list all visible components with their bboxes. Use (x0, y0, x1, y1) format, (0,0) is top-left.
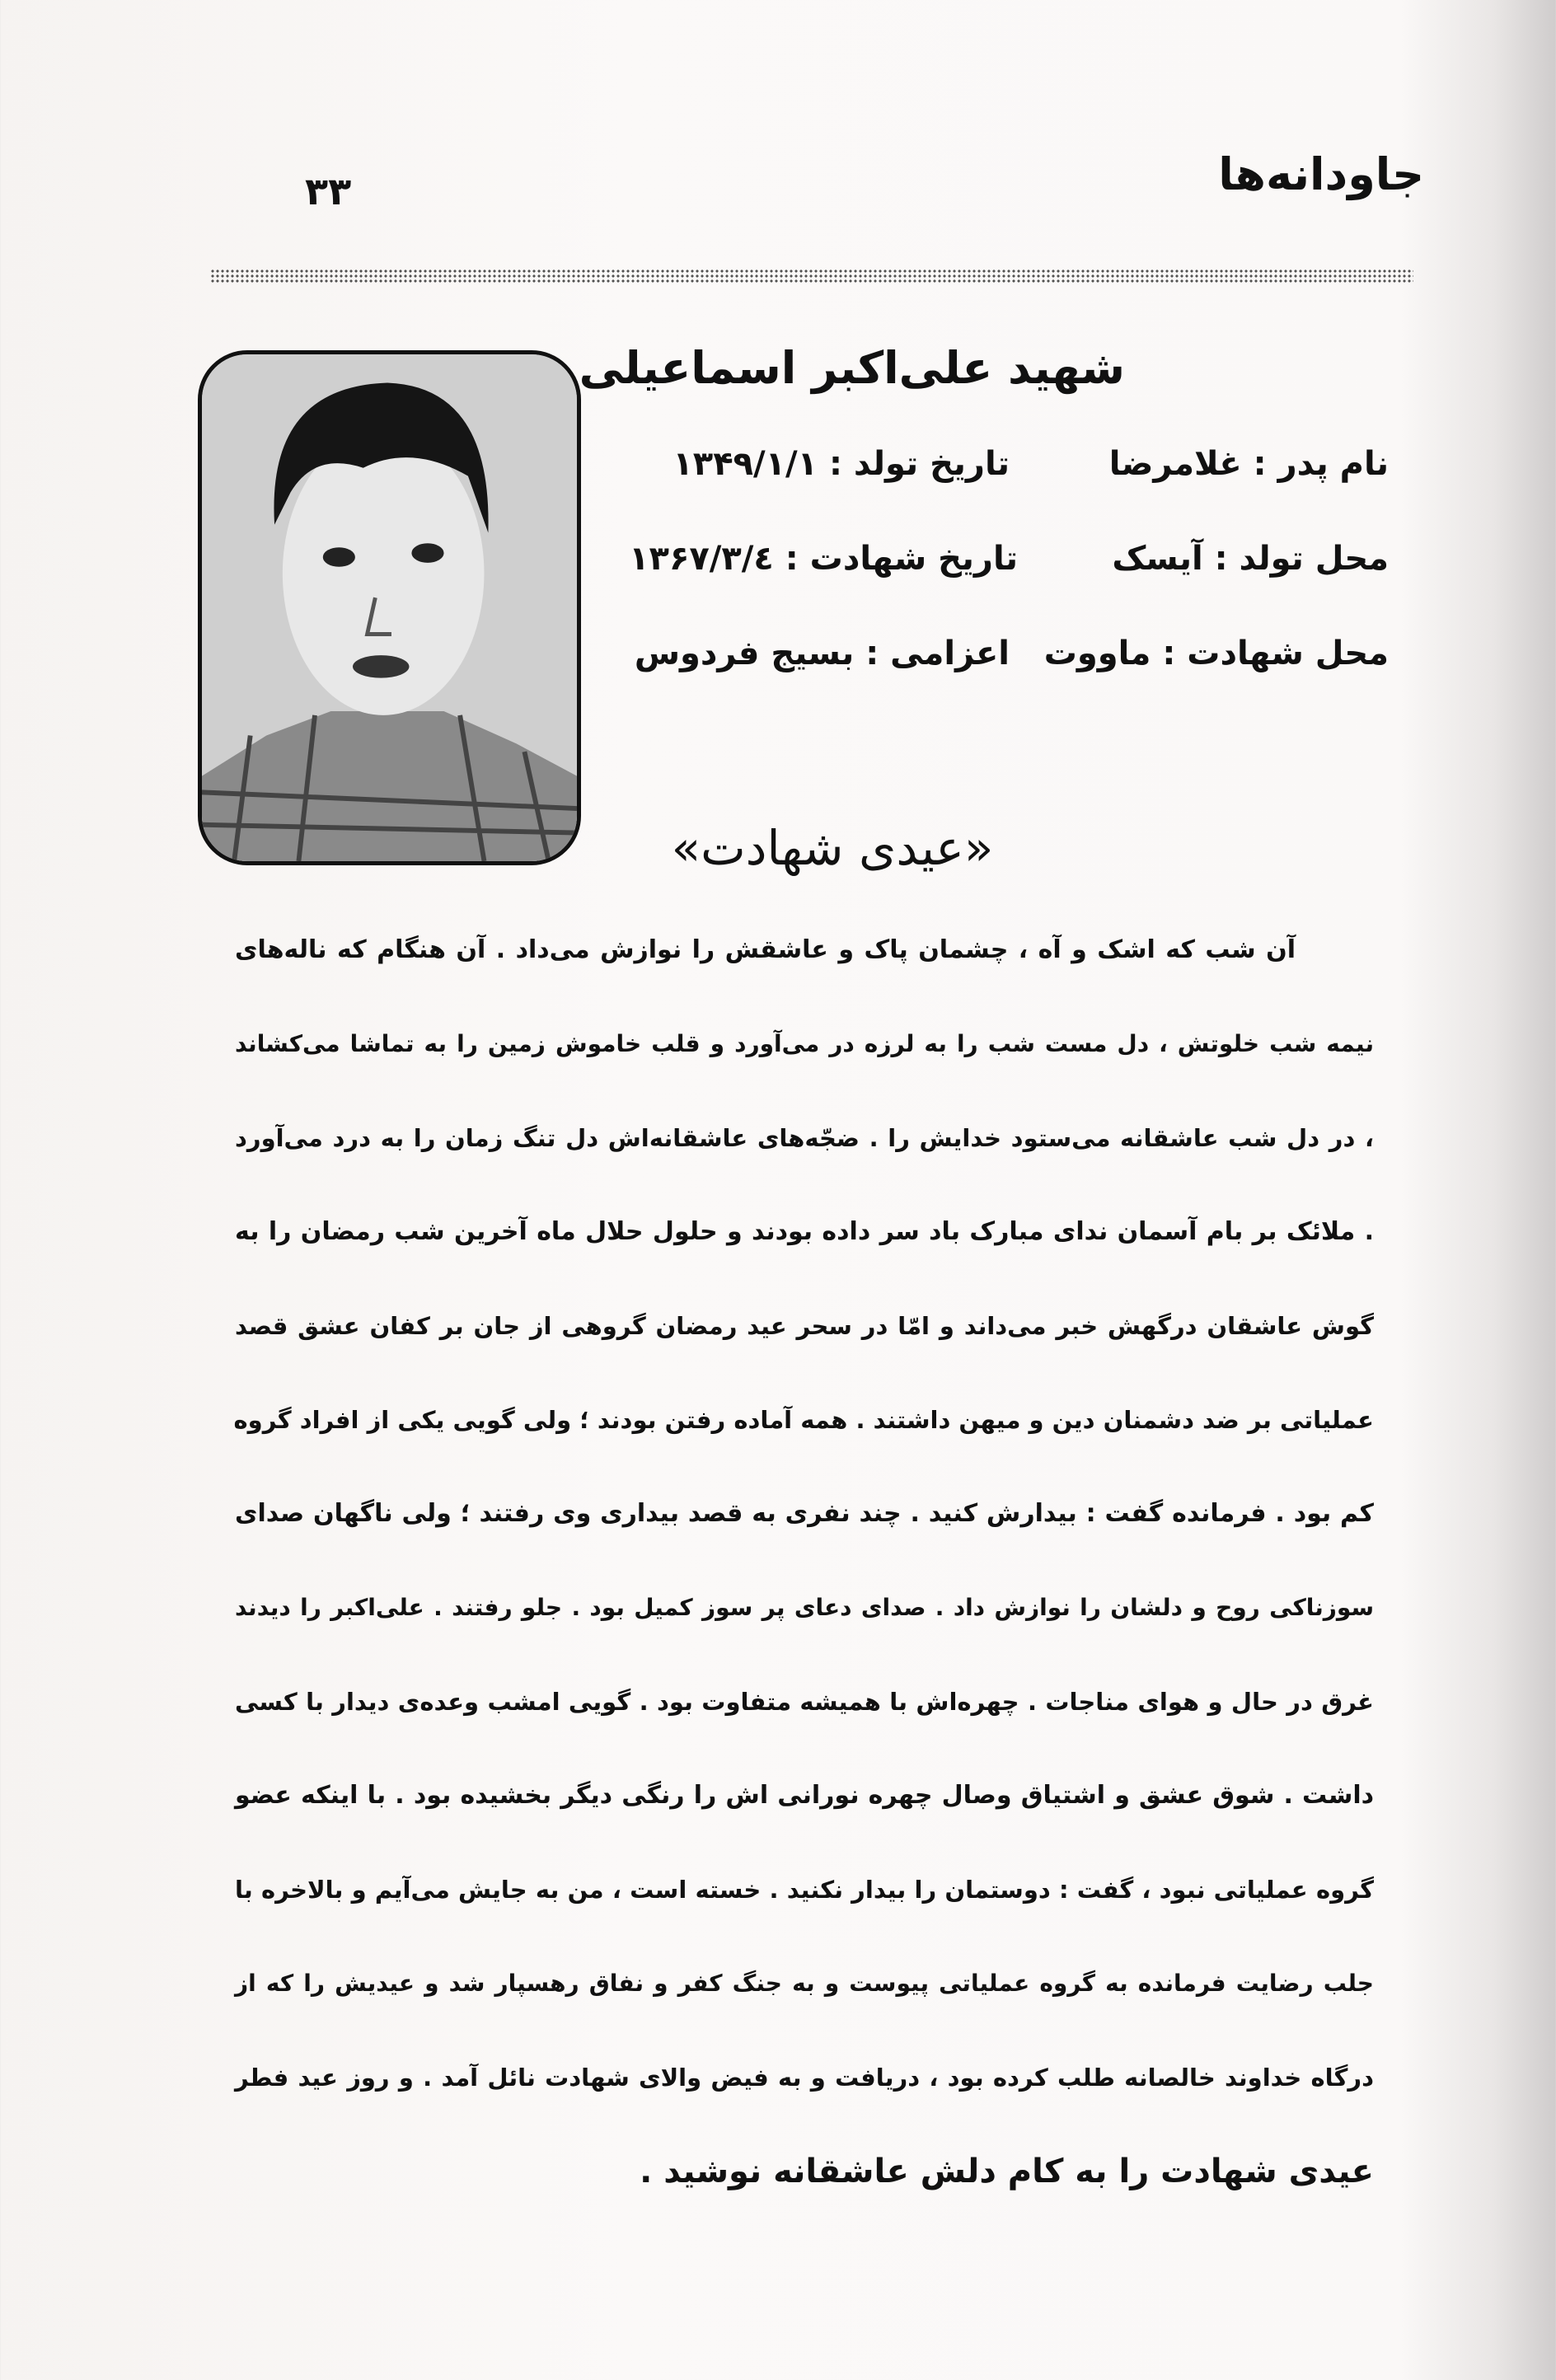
body-line: غرق در حال و هوای مناجات . چهره‌اش با همیشه متفاوت بود . گویی امشب وعده‌ی دیدار با کسی (235, 1688, 1374, 1716)
body-line: عملیاتی بر ضد دشمنان دین و میهن داشتند . همه آماده رفتن بودند ؛ ولی گویی یکی از افراد گروه (233, 1406, 1374, 1434)
book-title-header: جاودانه‌ها (1218, 148, 1424, 200)
body-line: عیدی شهادت را به کام دلش عاشقانه نوشید . (640, 2153, 1374, 2190)
body-line: آن شب که اشک و آه ، چشمان پاک و عاشقش را نوازش می‌داد . آن هنگام که ناله‌های (235, 935, 1296, 964)
dispatch-unit: اعزامی : بسیج فردوس (634, 635, 1010, 672)
body-paragraph (235, 921, 1374, 2237)
body-line: داشت . شوق عشق و اشتیاق وصال چهره نورانی اش را رنگی دیگر بخشیده بود . با اینکه عضو (235, 1781, 1374, 1810)
martyr-name-title: شهید علی‌اکبر اسماعیلی (579, 342, 1125, 394)
father-name: نام پدر : غلامرضا (1108, 445, 1389, 483)
body-line: . ملائک بر بام آسمان ندای مبارک باد سر داده بودند و حلول حلال ماه آخرین شب رمضان را به (235, 1217, 1374, 1246)
birth-date: تاریخ تولد : ۱۳۴۹/۱/۱ (673, 445, 1010, 483)
portrait-photo (198, 350, 581, 865)
body-line: کم بود . فرمانده گفت : بیدارش کنید . چند نفری به قصد بیداری وی رفتند ؛ ولی ناگهان صدای (235, 1499, 1374, 1528)
body-line: درگاه خداوند خالصانه طلب کرده بود ، دریافت و به فیض والای شهادت نائل آمد . و روز عید فطر (235, 2064, 1374, 2092)
martyrdom-place: محل شهادت : ماووت (1043, 635, 1389, 672)
body-line: جلب رضایت فرمانده به گروه عملیاتی پیوست و به جنگ کفر و نفاق رهسپار شد و عیدیش را که از (235, 1970, 1374, 1997)
body-line: نیمه شب خلوتش ، دل مست شب را به لرزه در می‌آورد و قلب خاموش زمین را به تماشا می‌کشاند (235, 1030, 1374, 1057)
body-line: گوش عاشقان درگهش خبر می‌داند و امّا در سحر عید رمضان گروهی از جان بر کفان عشق قصد (235, 1312, 1374, 1340)
dotted-divider (210, 269, 1413, 283)
body-line: ، در دل شب عاشقانه می‌ستود خدایش را . ضجّه‌های عاشقانه‌اش دل تنگ زمان را به درد می‌آورد (235, 1124, 1374, 1152)
martyrdom-date: تاریخ شهادت : ۱۳۶۷/۳/٤ (629, 540, 1018, 578)
page-number: ۳۳ (305, 169, 352, 213)
section-subtitle: «عیدی شهادت» (671, 820, 994, 876)
birth-place: محل تولد : آیسک (1112, 540, 1389, 578)
body-line: گروه عملیاتی نبود ، گفت : دوستمان را بیدار نکنید . خسته است ، من به جایش می‌آیم و بالاخره با (235, 1876, 1374, 1904)
body-line: سوزناکی روح و دلشان را نوازش داد . صدای دعای پر سوز کمیل بود . جلو رفتند . علی‌اکبر را دیدند (235, 1594, 1374, 1621)
